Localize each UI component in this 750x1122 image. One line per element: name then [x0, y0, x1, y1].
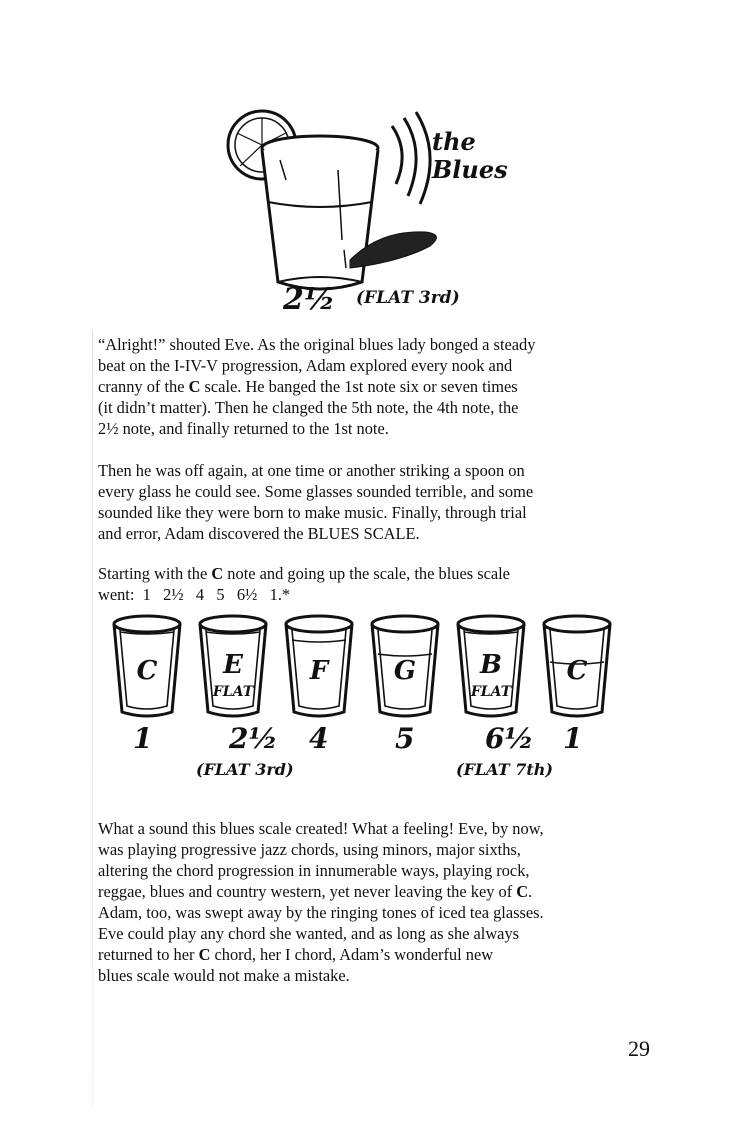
flat-third-note: (FLAT 3rd): [196, 760, 294, 779]
scale-sequence-line: went: 1 2½ 4 5 6½ 1.*: [98, 585, 291, 604]
paragraph-3: [98, 563, 658, 605]
text-line: (it didn’t matter). Then he clanged the 5th note, the 4th note, the: [98, 398, 519, 417]
page-number: 29: [628, 1036, 650, 1061]
fraction-label: 2½: [283, 282, 336, 317]
scale-degree-number: 4: [309, 722, 329, 755]
glass-flat-label: FLAT: [470, 684, 512, 700]
text-line: was playing progressive jazz chords, using minors, major sixths,: [98, 840, 521, 859]
text-line: cranny of the C scale. He banged the 1st note six or seven times: [98, 377, 518, 396]
text-line: beat on the I-IV-V progression, Adam explored every nook and: [98, 356, 513, 375]
text-line: 2½ note, and finally returned to the 1st note.: [98, 419, 389, 438]
text-line: Adam, too, was swept away by the ringing tones of iced tea glasses.: [98, 903, 544, 922]
scale-degree-number: 1: [563, 722, 583, 755]
title-line-2: Blues: [432, 155, 508, 184]
paragraph-2: [98, 460, 658, 544]
text-line: Starting with the C note and going up the scale, the blues scale: [98, 564, 510, 583]
scale-degree-number: 1: [133, 722, 153, 755]
text-line: and error, Adam discovered the BLUES SCALE.: [98, 524, 420, 543]
paragraph-4: [98, 818, 658, 986]
glass-note-label: C: [136, 656, 158, 686]
glass-note-label: B: [480, 650, 502, 680]
title-line-1: the: [432, 127, 476, 156]
glass-note-label: F: [309, 656, 329, 686]
blues-title: [432, 128, 508, 184]
scale-degree-number: 2½: [229, 722, 278, 755]
glass-note-label: G: [393, 656, 417, 686]
scale-degree-number: 5: [395, 722, 415, 755]
flat-seventh-note: (FLAT 7th): [456, 760, 553, 779]
page-margin-shadow: [92, 330, 93, 1110]
glass-flat-label: FLAT: [212, 684, 254, 700]
text-line: What a sound this blues scale created! What a feeling! Eve, by now,: [98, 819, 544, 838]
glass-note-label: E: [223, 650, 243, 680]
text-line: reggae, blues and country western, yet never leaving the key of C.: [98, 882, 533, 901]
text-line: Then he was off again, at one time or another striking a spoon on: [98, 461, 525, 480]
text-line: blues scale would not make a mistake.: [98, 966, 350, 985]
fraction-note: (FLAT 3rd): [356, 288, 460, 308]
text-line: “Alright!” shouted Eve. As the original blues lady bonged a steady: [98, 335, 536, 354]
scale-degree-number: 6½: [485, 722, 534, 755]
sound-waves-icon: [392, 112, 430, 204]
text-line: altering the chord progression in innumerable ways, playing rock,: [98, 861, 530, 880]
text-line: every glass he could see. Some glasses sounded terrible, and some: [98, 482, 534, 501]
text-line: sounded like they were born to make music. Finally, through trial: [98, 503, 527, 522]
text-line: returned to her C chord, her I chord, Adam’s wonderful new: [98, 945, 494, 964]
text-line: Eve could play any chord she wanted, and as long as she always: [98, 924, 520, 943]
paragraph-1: [98, 334, 658, 439]
glass-note-label: C: [566, 656, 588, 686]
